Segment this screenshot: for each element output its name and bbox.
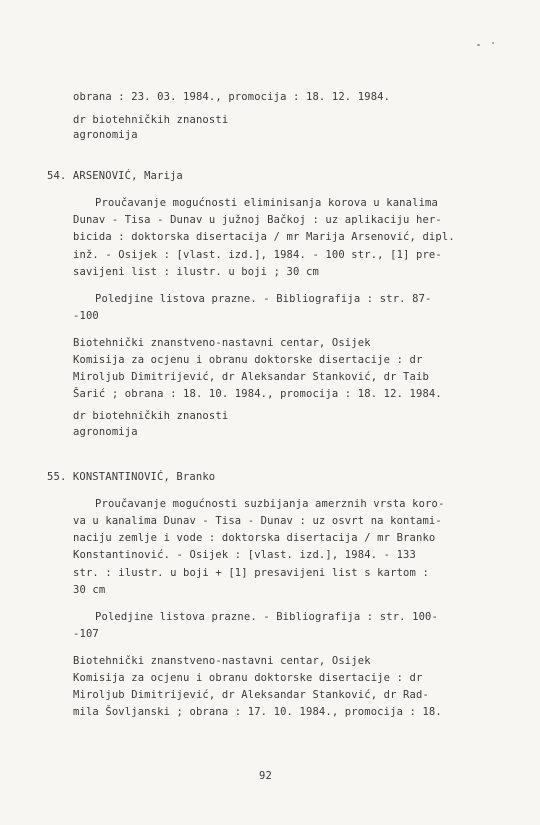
prev-entry-field: agronomija xyxy=(73,129,138,141)
entry-55-body-line: naciju zemlje i vode : doktorska disertacija / mr Branko xyxy=(73,532,436,544)
entry-54-body-line: inž. - Osijek : [vlast. izd.], 1984. - 100 str., [1] pre- xyxy=(73,249,442,261)
entry-54-institution-line: Komisija za ocjenu i obranu doktorske disertacije : dr xyxy=(73,354,423,366)
entry-55-heading: 55. KONSTANTINOVIĆ, Branko xyxy=(47,471,216,483)
entry-54-institution-line: Biotehnički znanstveno-nastavni centar, Osijek xyxy=(73,337,371,349)
entry-55-body-line: Konstantinović. - Osijek : [vlast. izd.], 1984. - 133 xyxy=(73,549,416,561)
scan-speck xyxy=(477,44,480,46)
entry-54-body-line: Dunav - Tisa - Dunav u južnoj Bačkoj : uz aplikaciju her- xyxy=(73,214,442,226)
page-number: 92 xyxy=(259,770,272,782)
prev-entry-defense-line: obrana : 23. 03. 1984., promocija : 18. 12. 1984. xyxy=(73,91,391,103)
entry-54-field: agronomija xyxy=(73,426,138,438)
entry-54-institution-line: Šarić ; obrana : 18. 10. 1984., promocija : 18. 12. 1984. xyxy=(73,388,442,400)
entry-55-institution-line: Biotehnički znanstveno-nastavni centar, Osijek xyxy=(73,655,371,667)
entry-55-body-line: Proučavanje mogućnosti suzbijanja amerznih vrsta koro- xyxy=(95,498,445,510)
entry-55-institution-line: Miroljub Dimitrijević, dr Aleksandar Stanković, dr Rad- xyxy=(73,689,429,701)
entry-55-note-line: -107 xyxy=(73,628,99,640)
entry-55-body-line: 30 cm xyxy=(73,584,106,596)
entry-54-note-line: -100 xyxy=(73,310,99,322)
entry-54-heading: 54. ARSENOVIĆ, Marija xyxy=(47,170,183,182)
scan-speck xyxy=(492,42,494,44)
entry-54-body-line: savijeni list : ilustr. u boji ; 30 cm xyxy=(73,266,319,278)
entry-55-body-line: va u kanalima Dunav - Tisa - Dunav : uz osvrt na kontami- xyxy=(73,515,442,527)
entry-54-note-line: Poledjine listova prazne. - Bibliografija : str. 87- xyxy=(95,293,432,305)
prev-entry-degree: dr biotehničkih znanosti xyxy=(73,114,229,126)
entry-55-note-line: Poledjine listova prazne. - Bibliografija : str. 100- xyxy=(95,611,438,623)
entry-55-body-line: str. : ilustr. u boji + [1] presavijeni list s kartom : xyxy=(73,567,429,579)
entry-55-institution-line: mila Šovljanski ; obrana : 17. 10. 1984., promocija : 18. xyxy=(73,706,442,718)
entry-54-institution-line: Miroljub Dimitrijević, dr Aleksandar Stanković, dr Taib xyxy=(73,371,429,383)
entry-54-body-line: Proučavanje mogućnosti eliminisanja korova u kanalima xyxy=(95,197,438,209)
entry-54-degree: dr biotehničkih znanosti xyxy=(73,410,229,422)
entry-54-body-line: bicida : doktorska disertacija / mr Marija Arsenović, dipl. xyxy=(73,231,455,243)
entry-55-institution-line: Komisija za ocjenu i obranu doktorske disertacije : dr xyxy=(73,672,423,684)
